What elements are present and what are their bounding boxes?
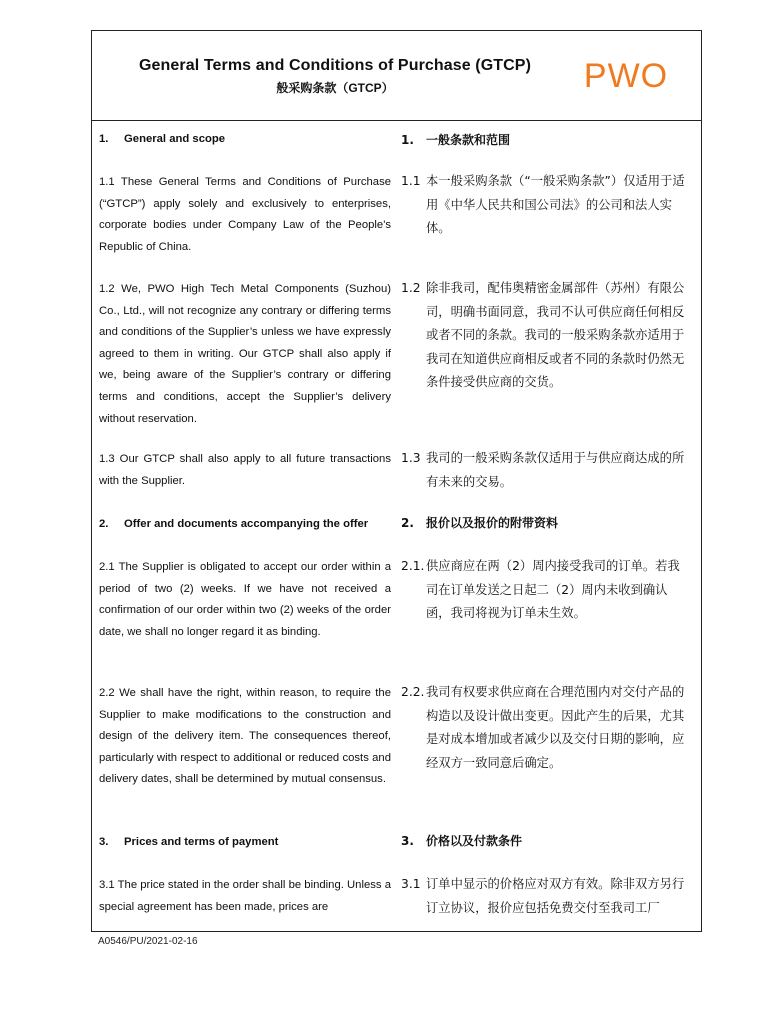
paragraph-en: 2.1 The Supplier is obligated to accept our order within a period of two (2) weeks. If we have not received a confirmation of our order within two (2) weeks of the order date, we shall no longer regard it as binding. [99, 561, 391, 638]
section-heading-cn: 1. 一般条款和范围 [401, 133, 511, 147]
document-body [92, 129, 701, 931]
section-heading-cn: 3. 价格以及付款条件 [401, 834, 523, 848]
paragraph-cn: 2.2. 我司有权要求供应商在合理范围内对交付产品的构造以及设计做出变更。因此产生的后果，尤其是对成本增加或者减少以及交付日期的影响，应经双方一致同意后确定。 [401, 685, 685, 770]
paragraph-cn: 2.1. 供应商应在两（2）周内接受我司的订单。若我司在订单发送之日起二（2）周内未收到确认函，我司将视为订单未生效。 [401, 559, 680, 620]
paragraph-en: 1.3 Our GTCP shall also apply to all future transactions with the Supplier. [99, 453, 391, 487]
section-heading-en: 2. Offer and documents accompanying the offer [99, 518, 369, 530]
paragraph-en: 3.1 The price stated in the order shall be binding. Unless a special agreement has been made, prices are [99, 879, 391, 913]
document-subtitle: 般采购条款（GTCP） [276, 81, 394, 95]
document-header [92, 31, 701, 121]
paragraph-en: 2.2 We shall have the right, within reason, to require the Supplier to make modifications to the construction and design of the delivery item. The consequences thereof, particularly with respect to additional or reduced costs and delivery dates, shall be determined by mutual consensus. [99, 687, 391, 786]
section-heading-en: 3. Prices and terms of payment [99, 836, 279, 848]
pwo-logo [576, 57, 676, 93]
section-heading-en: 1. General and scope [99, 133, 226, 145]
paragraph-cn: 1.3 我司的一般采购条款仅适用于与供应商达成的所有未来的交易。 [401, 451, 685, 489]
paragraph-cn: 1.1 本一般采购条款（“一般采购条款”）仅适用于适用《中华人民共和国公司法》的公司和法人实体。 [401, 174, 685, 235]
document-page [91, 30, 702, 932]
paragraph-cn: 1.2 除非我司，配伟奥精密金属部件（苏州）有限公司，明确书面同意，我司不认可供应商任何相反或者不同的条款。我司的一般采购条款亦适用于我司在知道供应商相反或者不同的条款时仍然无条件接受供应商的交货。 [401, 281, 685, 389]
paragraph-cn: 3.1 订单中显示的价格应对双方有效。除非双方另行订立协议，报价应包括免费交付至我司工厂 [401, 877, 685, 915]
paragraph-en: 1.2 We, PWO High Tech Metal Components (Suzhou) Co., Ltd., will not recognize any contrary or differing terms and conditions of the Supplier’s unless we have expressly agreed to them in writing. Our GTCP shall also apply if we, being aware of the Supplier’s contrary or differing terms and conditions, accept the Supplier’s delivery without reservation. [99, 283, 391, 425]
pwo-logo-text: PWO [583, 57, 669, 93]
section-heading-cn: 2. 报价以及报价的附带资料 [401, 516, 559, 530]
document-title: General Terms and Conditions of Purchase (GTCP) [138, 57, 532, 74]
document-code: A0546/PU/2021-02-16 [98, 936, 198, 947]
paragraph-en: 1.1 These General Terms and Conditions of Purchase (“GTCP”) apply solely and exclusively to enterprises, corporate bodies under Company Law of the People's Republic of China. [99, 176, 391, 253]
